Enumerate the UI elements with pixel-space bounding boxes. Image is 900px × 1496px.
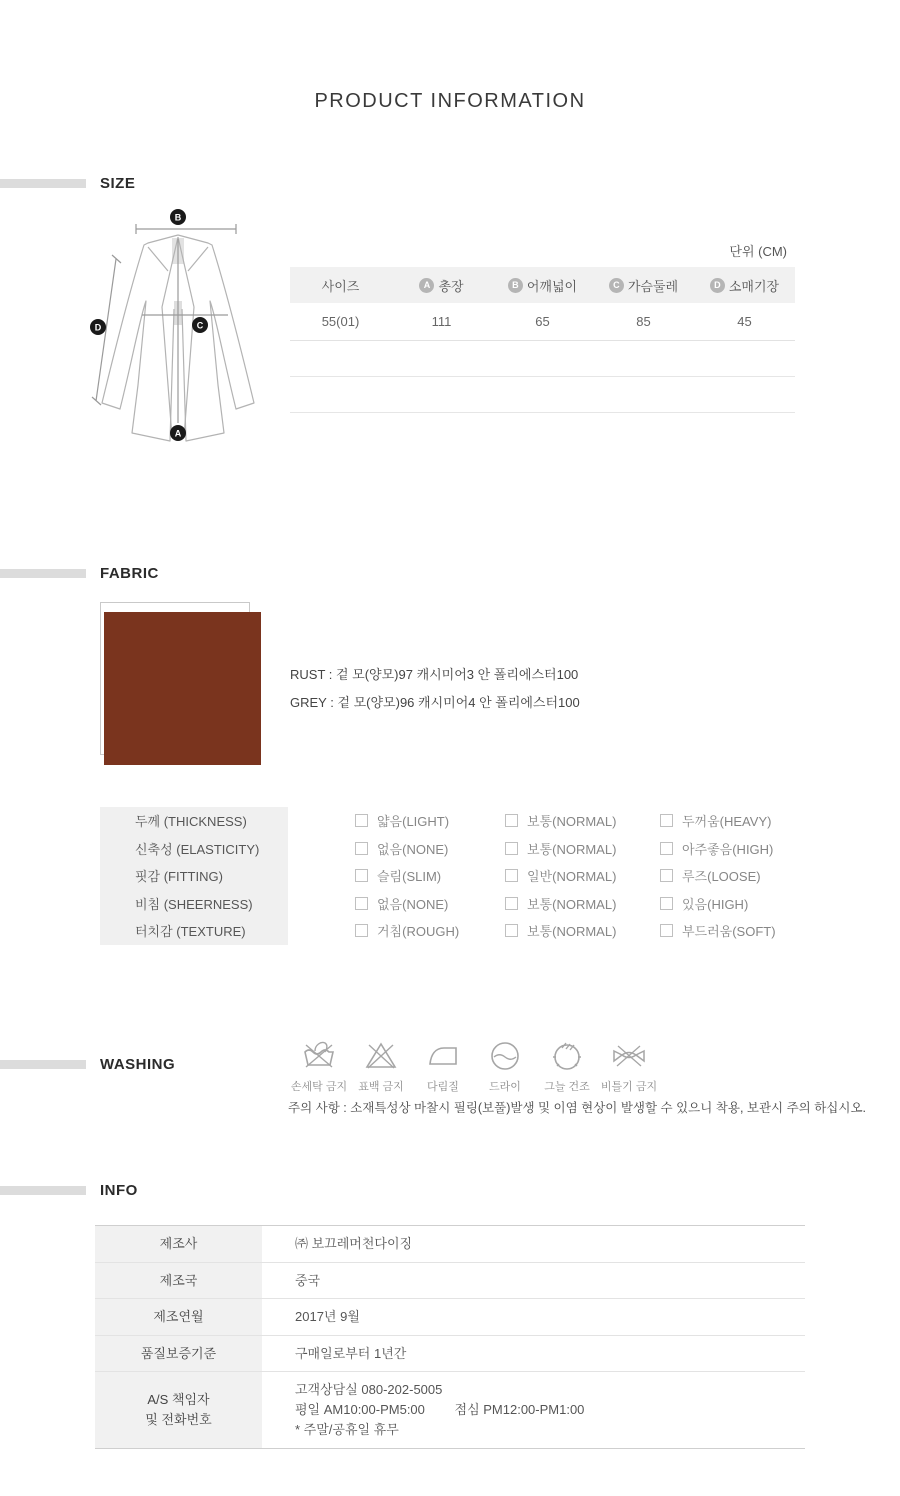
property-option: 보통(NORMAL) (505, 811, 616, 830)
checkbox[interactable] (505, 869, 518, 882)
fabric-swatch (104, 612, 261, 765)
measure-badge-a: A (419, 278, 434, 293)
property-option: 일반(NORMAL) (505, 866, 616, 885)
size-section-heading: SIZE (100, 175, 136, 192)
property-option: 있음(HIGH) (660, 894, 748, 913)
property-row-thickness: 두께 (THICKNESS) 얇음(LIGHT) 보통(NORMAL) 두꺼움(HEAVY) (100, 807, 795, 835)
no-bleach-icon (363, 1037, 399, 1073)
badge-c: C (196, 320, 204, 331)
info-value (262, 1372, 805, 1448)
shade-dry-icon (549, 1037, 585, 1073)
checkbox[interactable] (660, 869, 673, 882)
size-table (290, 267, 795, 413)
as-hours: 평일 AM10:00-PM5:00 점심 PM12:00-PM1:00 (295, 1402, 585, 1417)
checkbox[interactable] (660, 924, 673, 937)
property-row-sheerness: 비침 (SHEERNESS) 없음(NONE) 보통(NORMAL) 있음(HIGH) (100, 890, 795, 918)
info-row-country: 제조국 중국 (95, 1263, 805, 1299)
section-bar (0, 1186, 86, 1195)
diagram-badges (90, 209, 208, 441)
property-option: 보통(NORMAL) (505, 921, 616, 940)
page-title: PRODUCT INFORMATION (314, 90, 586, 112)
care-label: 그늘 건조 (544, 1081, 590, 1093)
care-label: 다림질 (427, 1081, 459, 1093)
property-option: 얇음(LIGHT) (355, 811, 449, 830)
size-value: 55(01) (321, 314, 360, 329)
section-bar (0, 1060, 86, 1069)
badge-a: A (174, 428, 182, 439)
no-hand-wash-icon (301, 1037, 337, 1073)
info-value: 중국 (295, 1272, 321, 1288)
size-col-header: 사이즈 (321, 278, 360, 294)
shoulder-value: 65 (535, 314, 550, 329)
as-phone: 고객상담실 080-202-5005 (295, 1382, 443, 1397)
as-holiday-note: * 주말/공휴일 휴무 (295, 1422, 399, 1437)
shoulder-measure-line (136, 224, 236, 234)
checkbox[interactable] (505, 897, 518, 910)
info-row-date: 제조연월 2017년 9월 (95, 1299, 805, 1336)
info-section-heading: INFO (100, 1182, 138, 1199)
care-label: 손세탁 금지 (290, 1081, 348, 1093)
fabric-composition (290, 661, 580, 717)
property-option: 거침(ROUGH) (355, 921, 459, 940)
info-label: A/S 책임자 및 전화번호 (95, 1372, 262, 1448)
washing-section-heading: WASHING (100, 1056, 176, 1073)
checkbox[interactable] (355, 869, 368, 882)
composition-rust: RUST : 겉 모(양모)97 캐시미어3 안 폴리에스터100 (290, 667, 579, 682)
property-option: 보통(NORMAL) (505, 894, 616, 913)
size-col-header: A 총장 (391, 267, 492, 303)
size-table-row (290, 303, 795, 341)
size-col-header: D 소매기장 (694, 267, 795, 303)
care-item (598, 1037, 660, 1094)
property-option: 아주좋음(HIGH) (660, 839, 773, 858)
property-row-fitting: 핏감 (FITTING) 슬림(SLIM) 일반(NORMAL) 루즈(LOOSE) (100, 862, 795, 890)
sleeve-value: 45 (737, 314, 752, 329)
badge-d: D (94, 322, 102, 333)
care-item (288, 1037, 350, 1094)
size-table-empty-row (290, 341, 795, 377)
care-label: 드라이 (489, 1081, 521, 1093)
checkbox[interactable] (660, 897, 673, 910)
checkbox[interactable] (660, 842, 673, 855)
checkbox[interactable] (505, 842, 518, 855)
info-value: ㈜ 보끄레머천다이징 (295, 1236, 413, 1251)
care-note: 주의 사항 : 소재특성상 마찰시 필링(보풀)발생 및 이염 현상이 발생할 수 있으니 착용, 보관시 주의 하십시오. (288, 1101, 866, 1115)
care-label: 표백 금지 (358, 1081, 404, 1093)
iron-icon (425, 1037, 461, 1073)
section-bar (0, 569, 86, 578)
property-option: 루즈(LOOSE) (660, 866, 761, 885)
care-item (474, 1037, 536, 1094)
care-label: 비틀기 금지 (600, 1081, 658, 1093)
measure-badge-d: D (710, 278, 725, 293)
checkbox[interactable] (355, 897, 368, 910)
care-item (412, 1037, 474, 1094)
checkbox[interactable] (355, 814, 368, 827)
checkbox[interactable] (355, 842, 368, 855)
coat-measurement-diagram (88, 205, 268, 445)
badge-b: B (174, 212, 182, 223)
care-item (350, 1037, 412, 1094)
property-option: 부드러움(SOFT) (660, 921, 776, 940)
info-value: 2017년 9월 (295, 1309, 360, 1324)
info-row-as-contact (95, 1372, 805, 1448)
info-table (95, 1225, 805, 1449)
fabric-section-heading: FABRIC (100, 565, 159, 582)
property-option: 두꺼움(HEAVY) (660, 811, 771, 830)
care-item (536, 1037, 598, 1094)
info-row-manufacturer: 제조사 ㈜ 보끄레머천다이징 (95, 1226, 805, 1263)
property-option: 슬림(SLIM) (355, 866, 441, 885)
info-row-warranty: 품질보증기준 구매일로부터 1년간 (95, 1336, 805, 1372)
property-option: 없음(NONE) (355, 839, 448, 858)
measure-badge-c: C (609, 278, 624, 293)
measure-badge-b: B (508, 278, 523, 293)
section-bar (0, 179, 86, 188)
checkbox[interactable] (505, 924, 518, 937)
property-option: 보통(NORMAL) (505, 839, 616, 858)
checkbox[interactable] (355, 924, 368, 937)
unit-label: 단위 (CM) (729, 244, 787, 259)
composition-grey: GREY : 겉 모(양모)96 캐시미어4 안 폴리에스터100 (290, 695, 580, 710)
care-icons-row (288, 1037, 660, 1094)
size-table-empty-row (290, 377, 795, 413)
length-value: 111 (431, 314, 452, 329)
size-col-header: C 가슴둘레 (593, 267, 694, 303)
size-table-header-row (290, 267, 795, 303)
property-row-texture: 터치감 (TEXTURE) 거침(ROUGH) 보통(NORMAL) 부드러움(SOFT) (100, 917, 795, 945)
size-col-header: B 어깨넓이 (492, 267, 593, 303)
chest-value: 85 (636, 314, 651, 329)
property-option: 없음(NONE) (355, 894, 448, 913)
dry-clean-icon (487, 1037, 523, 1073)
no-wring-icon (611, 1037, 647, 1073)
checkbox[interactable] (660, 814, 673, 827)
info-value: 구매일로부터 1년간 (295, 1345, 407, 1361)
checkbox[interactable] (505, 814, 518, 827)
property-row-elasticity: 신축성 (ELASTICITY) 없음(NONE) 보통(NORMAL) 아주좋음(HIGH) (100, 835, 795, 863)
